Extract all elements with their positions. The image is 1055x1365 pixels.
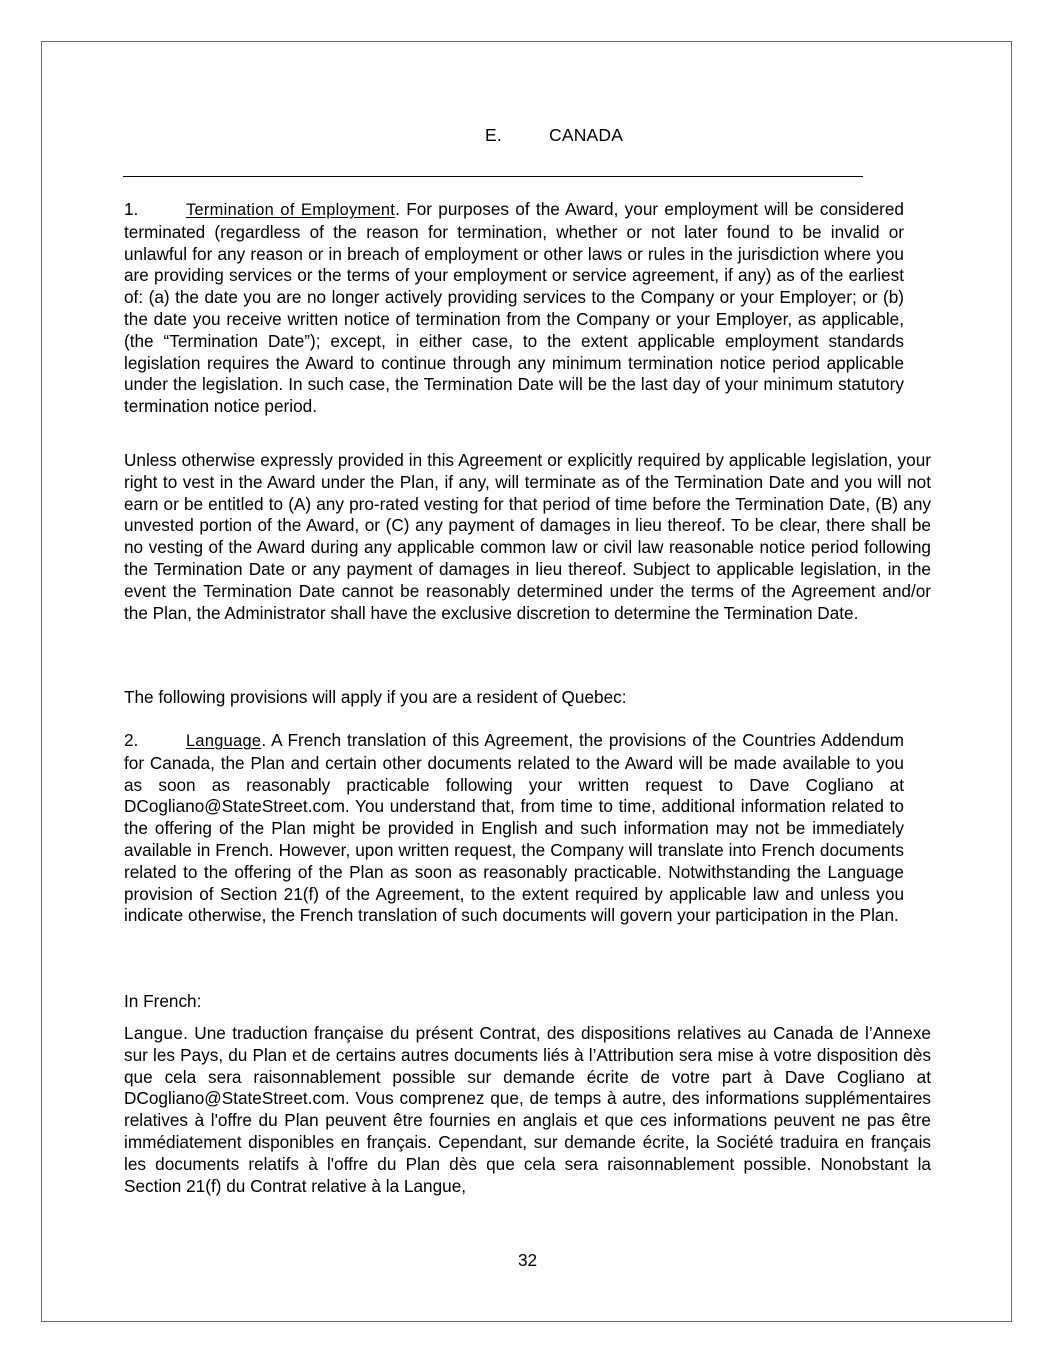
- paragraph-heading: Language: [186, 732, 262, 750]
- paragraph-body: . A French translation of this Agreement, the provisions of the Countries Addendum for Canada, the Plan and certain other documents related to the Award will be made available to you as soon as reasonably practicable following your written request to Dave Cogliano at DCogliano@StateStreet.com. You understand that, from time to time, additional information related to the offering of the Plan might be provided in English and such information may not be immediately available in French. However, upon written request, the Company will translate into French documents related to the offering of the Plan as soon as reasonably practicable. Notwithstanding the Language provision of Section 21(f) of the Agreement, to the extent required by applicable law and unless you indicate otherwise, the French translation of such documents will govern your participation in the Plan.: [124, 730, 904, 926]
- paragraph-number: 2.: [124, 730, 139, 750]
- language-paragraph: [124, 730, 904, 927]
- section-title: CANADA: [549, 125, 624, 145]
- paragraph-body: . Une traduction française du présent Contrat, des dispositions relatives au Canada de l’Annexe sur les Pays, du Plan et de certains autres documents liés à l’Attribution sera mise à votre disposition dès que cela sera raisonnablement possible sur demande écrite de votre part à Dave Cogliano at DCogliano@StateStreet.com. Vous comprenez que, de temps à autre, des informations supplémentaires relatives à l'offre du Plan peuvent être fournies en anglais et que ces informations peuvent ne pas être immédiatement disponibles en français. Cependant, sur demande écrite, la Société traduira en français les documents relatifs à l'offre du Plan dès que cela sera raisonnablement possible. Nonobstant la Section 21(f) du Contrat relative à la Langue,: [124, 1023, 931, 1196]
- paragraph-body: Unless otherwise expressly provided in this Agreement or explicitly required by applicable legislation, your right to vest in the Award under the Plan, if any, will terminate as of the Termination Date and you will not earn or be entitled to (A) any pro-rated vesting for that period of time before the Termination Date, (B) any unvested portion of the Award, or (C) any payment of damages in lieu thereof. To be clear, there shall be no vesting of the Award during any applicable common law or civil law reasonable notice period following the Termination Date or any payment of damages in lieu thereof. Subject to applicable legislation, in the event the Termination Date cannot be reasonably determined under the terms of the Agreement and/or the Plan, the Administrator shall have the exclusive discretion to determine the Termination Date.: [124, 450, 931, 623]
- in-french-label: In French:: [124, 991, 202, 1011]
- paragraph-heading: Termination of Employment: [186, 201, 396, 219]
- heading-rule: [123, 176, 863, 177]
- french-language-paragraph: [124, 1023, 931, 1197]
- quebec-intro: The following provisions will apply if you are a resident of Quebec:: [124, 687, 627, 707]
- paragraph-heading: Langue: [124, 1023, 184, 1043]
- paragraph-body: . For purposes of the Award, your employment will be considered terminated (regardless of the reason for termination, whether or not later found to be invalid or unlawful for any reason or in breach of employment or other laws or rules in the jurisdiction where you are providing services or the terms of your employment or service agreement, if any) as of the earliest of: (a) the date you are no longer actively providing services to the Company or your Employer; or (b) the date you receive written notice of termination from the Company or your Employer, as applicable, (the “Termination Date”); except, in either case, to the extent applicable employment standards legislation requires the Award to continue through any minimum termination notice period applicable under the legislation. In such case, the Termination Date will be the last day of your minimum statutory termination notice period.: [124, 199, 904, 417]
- termination-paragraph: [124, 199, 904, 418]
- section-heading: [485, 125, 623, 146]
- vesting-paragraph: [124, 450, 931, 624]
- section-number: E.: [485, 125, 502, 145]
- page-number: 32: [517, 1250, 538, 1270]
- paragraph-number: 1.: [124, 199, 139, 219]
